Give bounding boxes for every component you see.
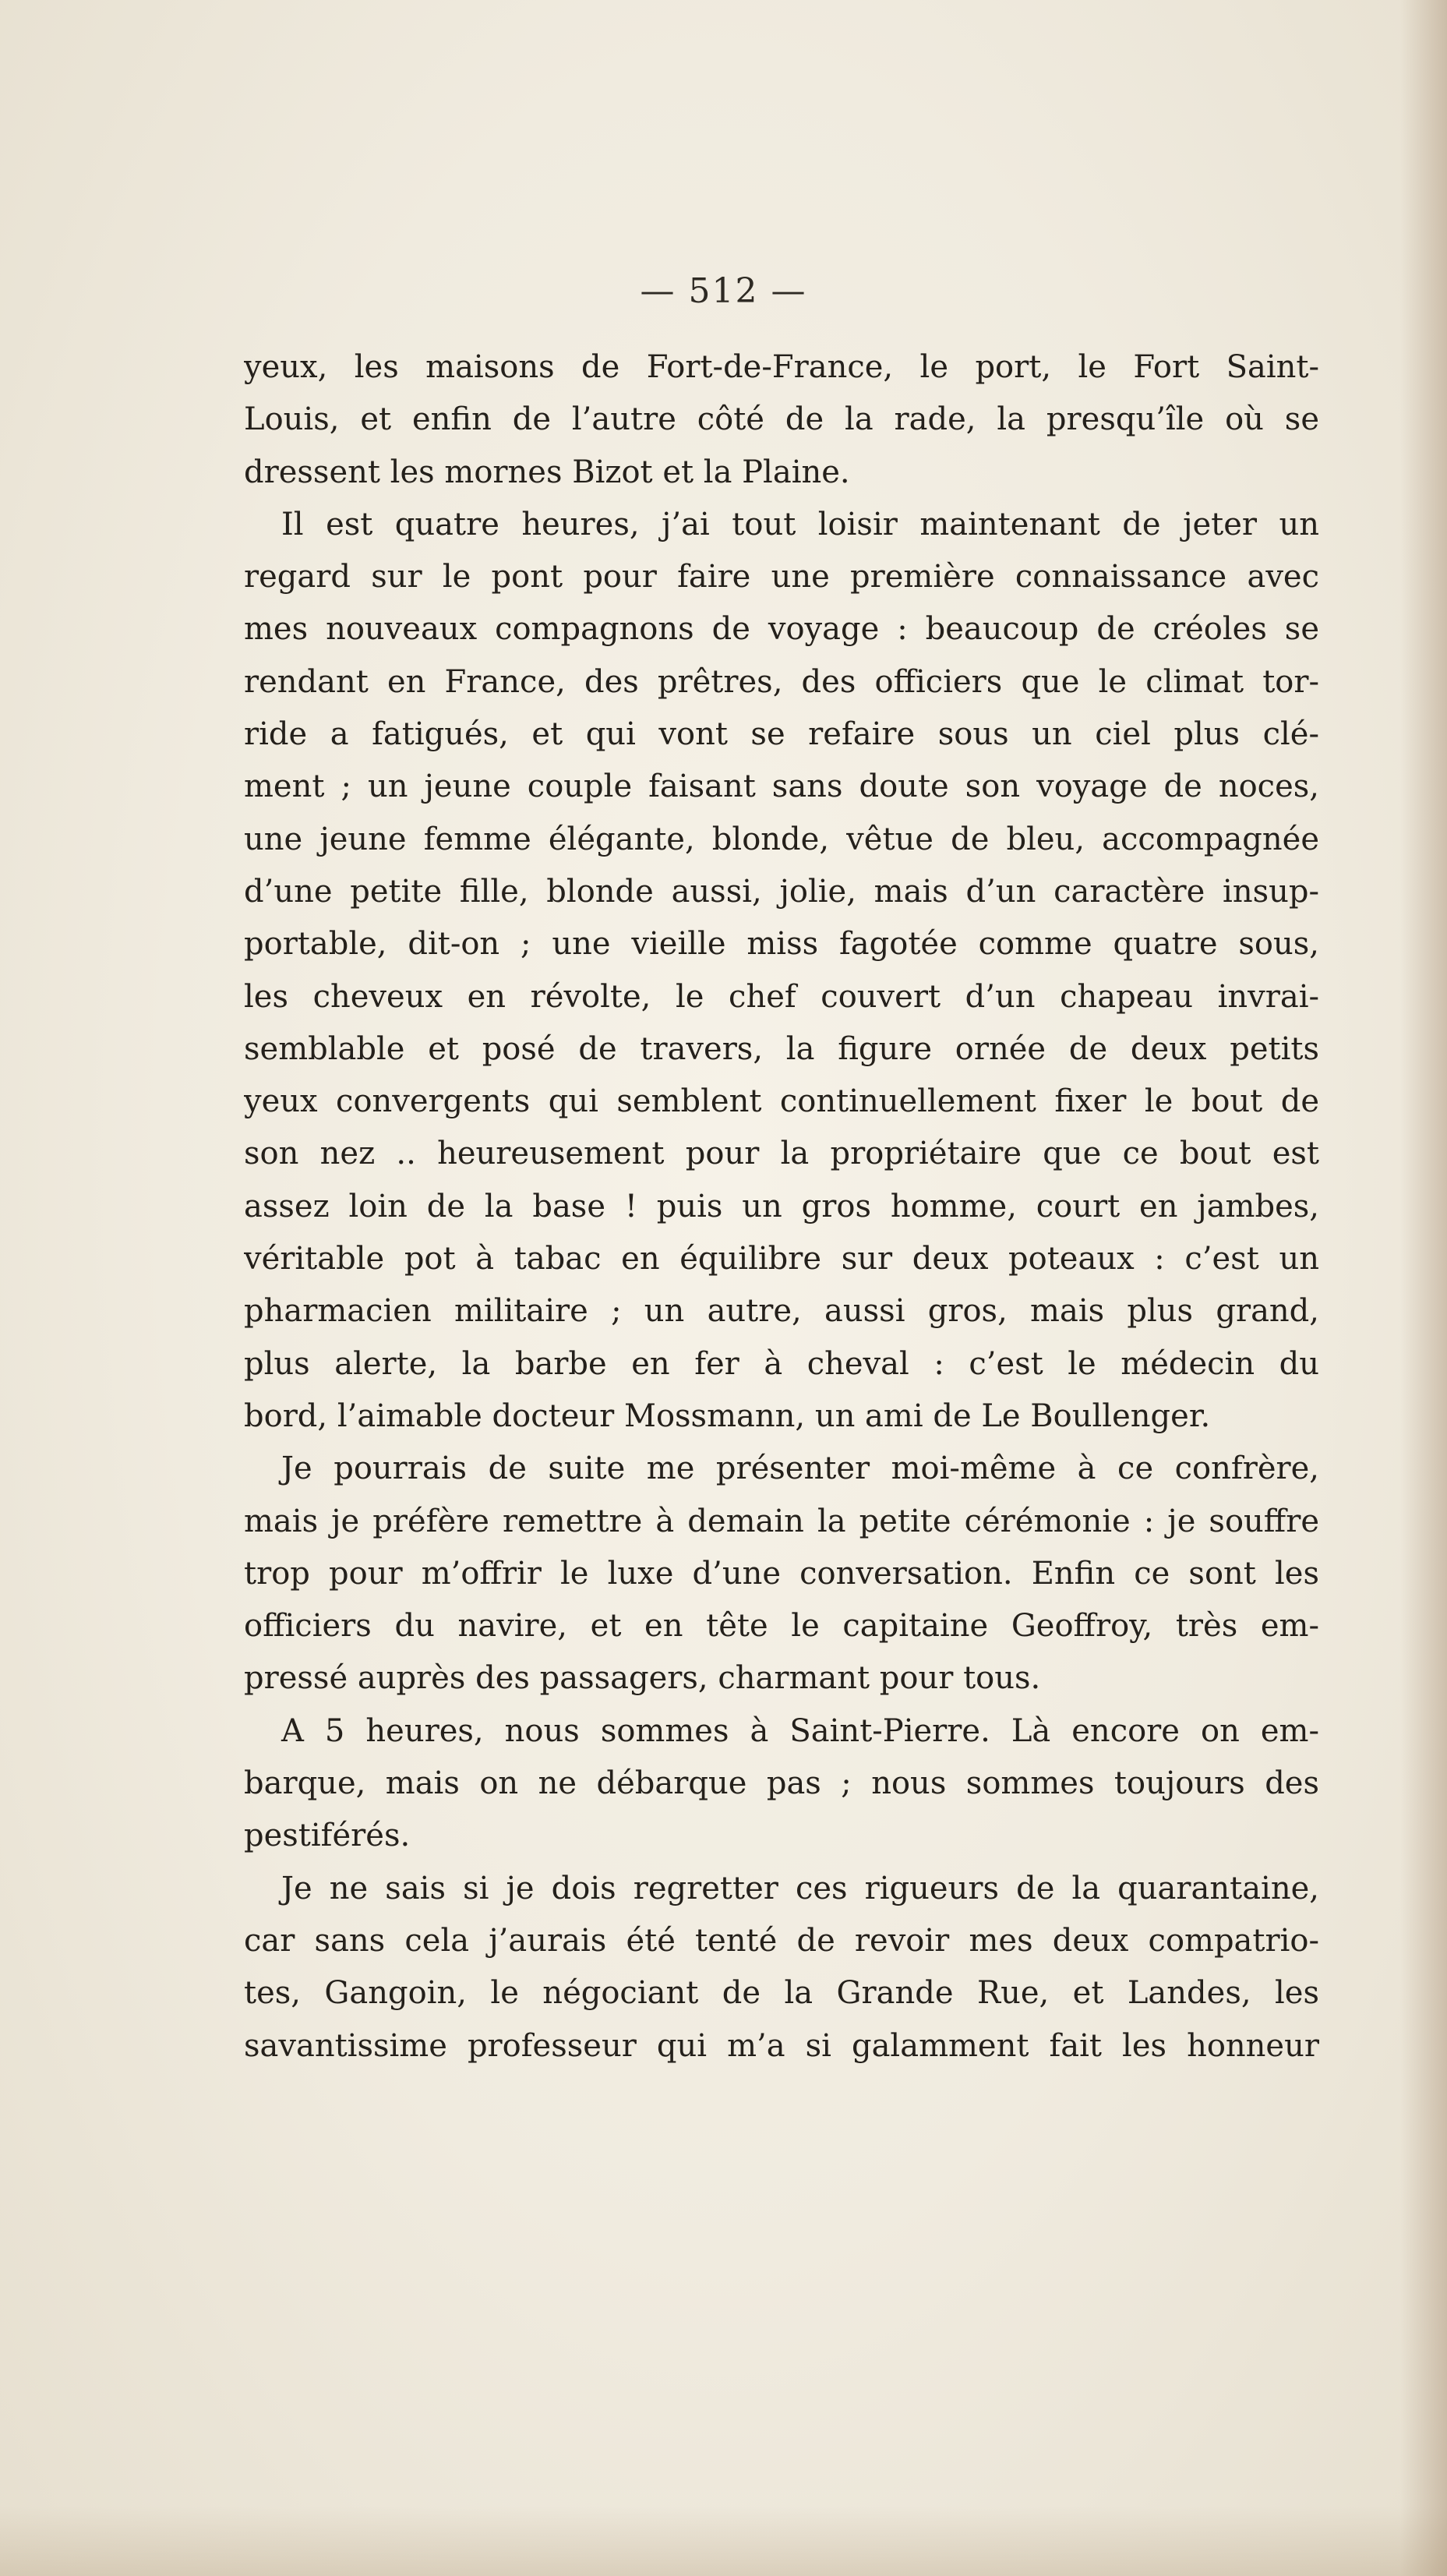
- text-line: A 5 heures, nous sommes à Saint-Pierre. Là encore on em-: [281, 1712, 1319, 1749]
- text-line: Louis, et enfin de l’autre côté de la rade, la presqu’île où se: [244, 401, 1319, 438]
- text-line: car sans cela j’aurais été tenté de revoir mes deux compatrio-: [244, 1922, 1319, 1959]
- text-line: Je pourrais de suite me présenter moi-même à ce confrère,: [281, 1451, 1319, 1487]
- text-line: dressent les mornes Bizot et la Plaine.: [244, 454, 850, 490]
- text-line: semblable et posé de travers, la figure ornée de deux petits: [244, 1030, 1319, 1067]
- text-line: Il est quatre heures, j’ai tout loisir maintenant de jeter un: [281, 506, 1319, 542]
- text-line: les cheveux en révolte, le chef couvert d’un chapeau invrai-: [244, 978, 1319, 1015]
- text-line: plus alerte, la barbe en fer à cheval : c’est le médecin du: [244, 1345, 1319, 1382]
- text-line: d’une petite fille, blonde aussi, jolie, mais d’un caractère insup-: [244, 873, 1319, 910]
- text-line: assez loin de la base ! puis un gros homme, court en jambes,: [244, 1188, 1319, 1224]
- text-line: une jeune femme élégante, blonde, vêtue de bleu, accompagnée: [244, 821, 1319, 857]
- text-line: Je ne sais si je dois regretter ces rigueurs de la quarantaine,: [281, 1870, 1319, 1906]
- text-line: officiers du navire, et en tête le capitaine Geoffroy, très em-: [244, 1608, 1319, 1645]
- text-line: yeux, les maisons de Fort-de-France, le port, le Fort Saint-: [244, 349, 1319, 385]
- text-line: barque, mais on ne débarque pas ; nous sommes toujours des: [244, 1765, 1319, 1802]
- text-line: rendant en France, des prêtres, des officiers que le climat tor-: [244, 663, 1319, 700]
- text-line: pestiférés.: [244, 1818, 411, 1854]
- text-line: bord, l’aimable docteur Mossmann, un ami de Le Boullenger.: [244, 1398, 1211, 1434]
- text-line: ment ; un jeune couple faisant sans doute son voyage de noces,: [244, 769, 1319, 805]
- text-line: véritable pot à tabac en équilibre sur deux poteaux : c’est un: [244, 1241, 1319, 1277]
- page-number: — 512 —: [640, 271, 807, 311]
- text-line: mais je préfère remettre à demain la petite cérémonie : je souffre: [244, 1503, 1319, 1539]
- text-line: ride a fatigués, et qui vont se refaire sous un ciel plus clé-: [244, 716, 1319, 753]
- page-edge-shadow: [1400, 0, 1447, 2576]
- text-line: savantissime professeur qui m’a si galamment fait les honneur: [244, 2027, 1319, 2064]
- text-line: trop pour m’offrir le luxe d’une conversation. Enfin ce sont les: [244, 1555, 1319, 1592]
- body-text: [244, 341, 1319, 2072]
- text-line: mes nouveaux compagnons de voyage : beaucoup de créoles se: [244, 611, 1319, 648]
- text-line: pharmacien militaire ; un autre, aussi gros, mais plus grand,: [244, 1293, 1319, 1330]
- page-bottom-shadow: [0, 2506, 1447, 2576]
- text-line: pressé auprès des passagers, charmant pour tous.: [244, 1660, 1041, 1697]
- text-line: regard sur le pont pour faire une première connaissance avec: [244, 559, 1319, 595]
- text-line: yeux convergents qui semblent continuellement fixer le bout de: [244, 1083, 1319, 1120]
- text-line: son nez .. heureusement pour la propriétaire que ce bout est: [244, 1136, 1319, 1172]
- text-line: portable, dit-on ; une vieille miss fagotée comme quatre sous,: [244, 926, 1319, 963]
- text-line: tes, Gangoin, le négociant de la Grande Rue, et Landes, les: [244, 1975, 1319, 2012]
